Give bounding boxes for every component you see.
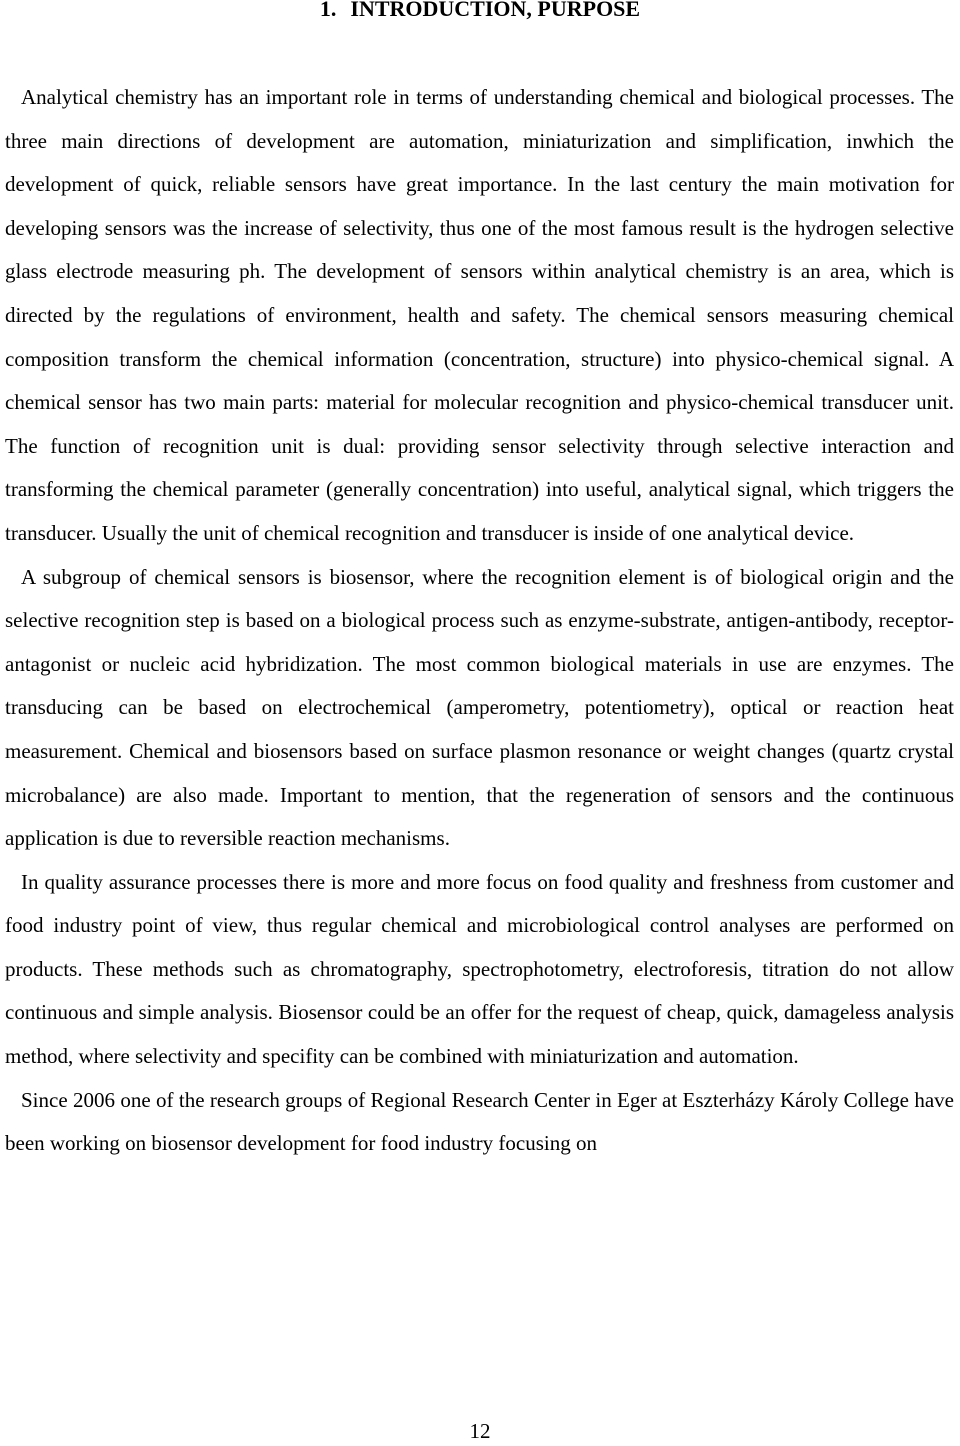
- paragraph-research-group: Since 2006 one of the research groups of Regional Research Center in Eger at Eszterházy Károly College have been working on biosensor development for food industry focusing on: [5, 1087, 954, 1156]
- section-title: INTRODUCTION, PURPOSE: [350, 0, 641, 21]
- section-number: 1.: [319, 0, 337, 21]
- body-text: [5, 76, 954, 1166]
- section-heading: [0, 0, 960, 24]
- paragraph-quality-assurance: In quality assurance processes there is more and more focus on food quality and freshness from customer and food industry point of view, thus regular chemical and microbiological control analyses are performed on products. These methods such as chromatography, spectrophotometry, electroforesis, titration do not allow continuous and simple analysis. Biosensor could be an offer for the request of cheap, quick, damageless analysis method, where selectivity and specifity can be combined with miniaturization and automation.: [5, 869, 954, 1069]
- paragraph-intro: Analytical chemistry has an important role in terms of understanding chemical and biological processes. The three main directions of development are automation, miniaturization and simplification, inwhich the development of quick, reliable sensors have great importance. In the last century the main motivation for developing sensors was the increase of selectivity, thus one of the most famous result is the hydrogen selective glass electrode measuring ph. The development of sensors within analytical chemistry is an area, which is directed by the regulations of environment, health and safety. The chemical sensors measuring chemical composition transform the chemical information (concentration, structure) into physico-chemical signal. A chemical sensor has two main parts: material for molecular recognition and physico-chemical transducer unit. The function of recognition unit is dual: providing sensor selectivity through selective interaction and transforming the chemical parameter (generally concentration) into useful, analytical signal, which triggers the transducer. Usually the unit of chemical recognition and transducer is inside of one analytical device.: [5, 85, 954, 545]
- paragraph-biosensor: A subgroup of chemical sensors is biosensor, where the recognition element is of biological origin and the selective recognition step is based on a biological process such as enzyme-substrate, antigen-antibody, receptor-antagonist or nucleic acid hybridization. The most common biological materials in use are enzymes. The transducing can be based on electrochemical (amperometry, potentiometry), optical or reaction heat measurement. Chemical and biosensors based on surface plasmon resonance or weight changes (quartz crystal microbalance) are also made. Important to mention, that the regeneration of sensors and the continuous application is due to reversible reaction mechanisms.: [5, 564, 954, 851]
- page-number: 12: [469, 1419, 491, 1443]
